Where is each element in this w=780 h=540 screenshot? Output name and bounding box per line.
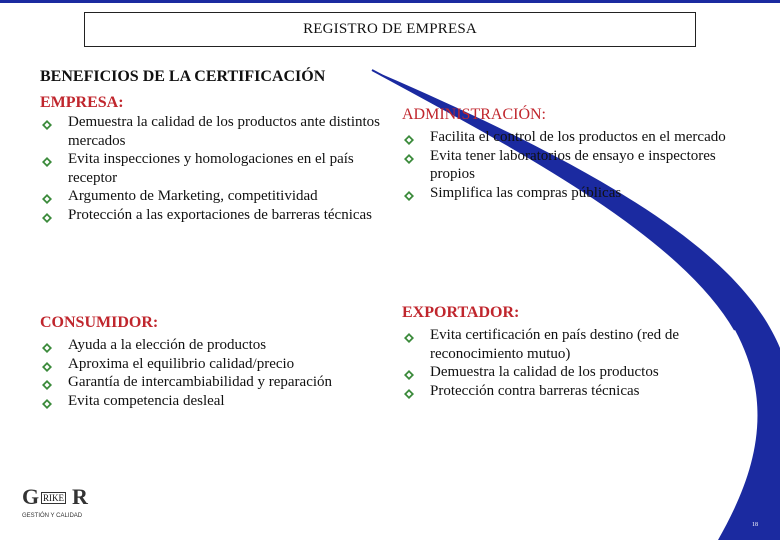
green-diamond-bullet-icon: [42, 210, 52, 220]
list-item: [40, 355, 385, 374]
list-item-text: Protección a las exportaciones de barreras técnicas: [68, 206, 373, 223]
green-diamond-bullet-icon: [404, 367, 414, 377]
list-item: [402, 128, 732, 147]
list-item-text: Evita inspecciones y homologaciones en el país receptor: [68, 151, 354, 186]
section-exportador: [402, 302, 742, 400]
list-item-text: Facilita el control de los productos en el mercado: [430, 129, 726, 145]
page-number: 18: [752, 522, 758, 528]
section-title: EXPORTADOR:: [402, 304, 520, 321]
green-diamond-bullet-icon: [42, 154, 52, 164]
green-diamond-bullet-icon: [42, 359, 52, 369]
logo-subtitle: GESTIÓN Y CALIDAD: [22, 513, 83, 519]
list-item: [402, 147, 732, 184]
list-item-text: Argumento de Marketing, competitividad: [68, 188, 318, 204]
green-diamond-bullet-icon: [404, 151, 414, 161]
list-item: [402, 326, 742, 363]
list-item: [402, 363, 742, 382]
list-item-text: Evita competencia desleal: [68, 392, 225, 409]
list-item: [40, 206, 385, 225]
list-item-text: Demuestra la calidad de los productos: [430, 364, 659, 380]
green-diamond-bullet-icon: [404, 132, 414, 142]
list-item: [402, 382, 742, 401]
list-item: [40, 150, 385, 187]
green-diamond-bullet-icon: [42, 191, 52, 201]
bullet-list: [402, 128, 732, 202]
logo-letter-r: R: [72, 484, 89, 509]
bullet-list: [40, 336, 385, 410]
list-item: [402, 184, 732, 203]
section-consumidor: [40, 312, 385, 410]
list-item: [40, 187, 385, 206]
section-title: ADMINISTRACIÓN:: [402, 106, 546, 123]
slide-title-box: [84, 12, 696, 47]
green-diamond-bullet-icon: [42, 396, 52, 406]
list-item: [40, 392, 385, 411]
list-item: [40, 373, 385, 392]
section-title: CONSUMIDOR:: [40, 314, 159, 331]
green-diamond-bullet-icon: [42, 377, 52, 387]
green-diamond-bullet-icon: [404, 330, 414, 340]
list-item: [40, 336, 385, 355]
logo-letter-g: G: [22, 484, 41, 509]
list-item-text: Aproxima el equilibrio calidad/precio: [68, 355, 295, 372]
list-item-text: Protección contra barreras técnicas: [430, 382, 640, 399]
bullet-list: [40, 113, 385, 224]
list-item-text: Demuestra la calidad de los productos ante distintos mercados: [68, 114, 381, 149]
green-diamond-bullet-icon: [42, 340, 52, 350]
section-empresa: [40, 92, 385, 224]
list-item-text: Simplifica las compras públicas: [430, 184, 622, 201]
green-diamond-bullet-icon: [42, 117, 52, 127]
slide-title: REGISTRO DE EMPRESA: [303, 21, 477, 37]
company-logo: [22, 484, 112, 524]
section-title: EMPRESA:: [40, 94, 124, 111]
slide-heading: BENEFICIOS DE LA CERTIFICACIÓN: [40, 68, 326, 85]
green-diamond-bullet-icon: [404, 188, 414, 198]
section-administracion: [402, 104, 732, 202]
list-item: [40, 113, 385, 150]
logo-boxed-text: RIKE: [43, 493, 64, 503]
bullet-list: [402, 326, 742, 400]
green-diamond-bullet-icon: [404, 386, 414, 396]
list-item-text: Garantía de intercambiabilidad y reparación: [68, 374, 333, 390]
list-item-text: Evita tener laboratorios de ensayo e inspectores propios: [430, 147, 716, 182]
list-item-text: Ayuda a la elección de productos: [68, 337, 267, 353]
list-item-text: Evita certificación en país destino (red de reconocimiento mutuo): [430, 327, 680, 362]
